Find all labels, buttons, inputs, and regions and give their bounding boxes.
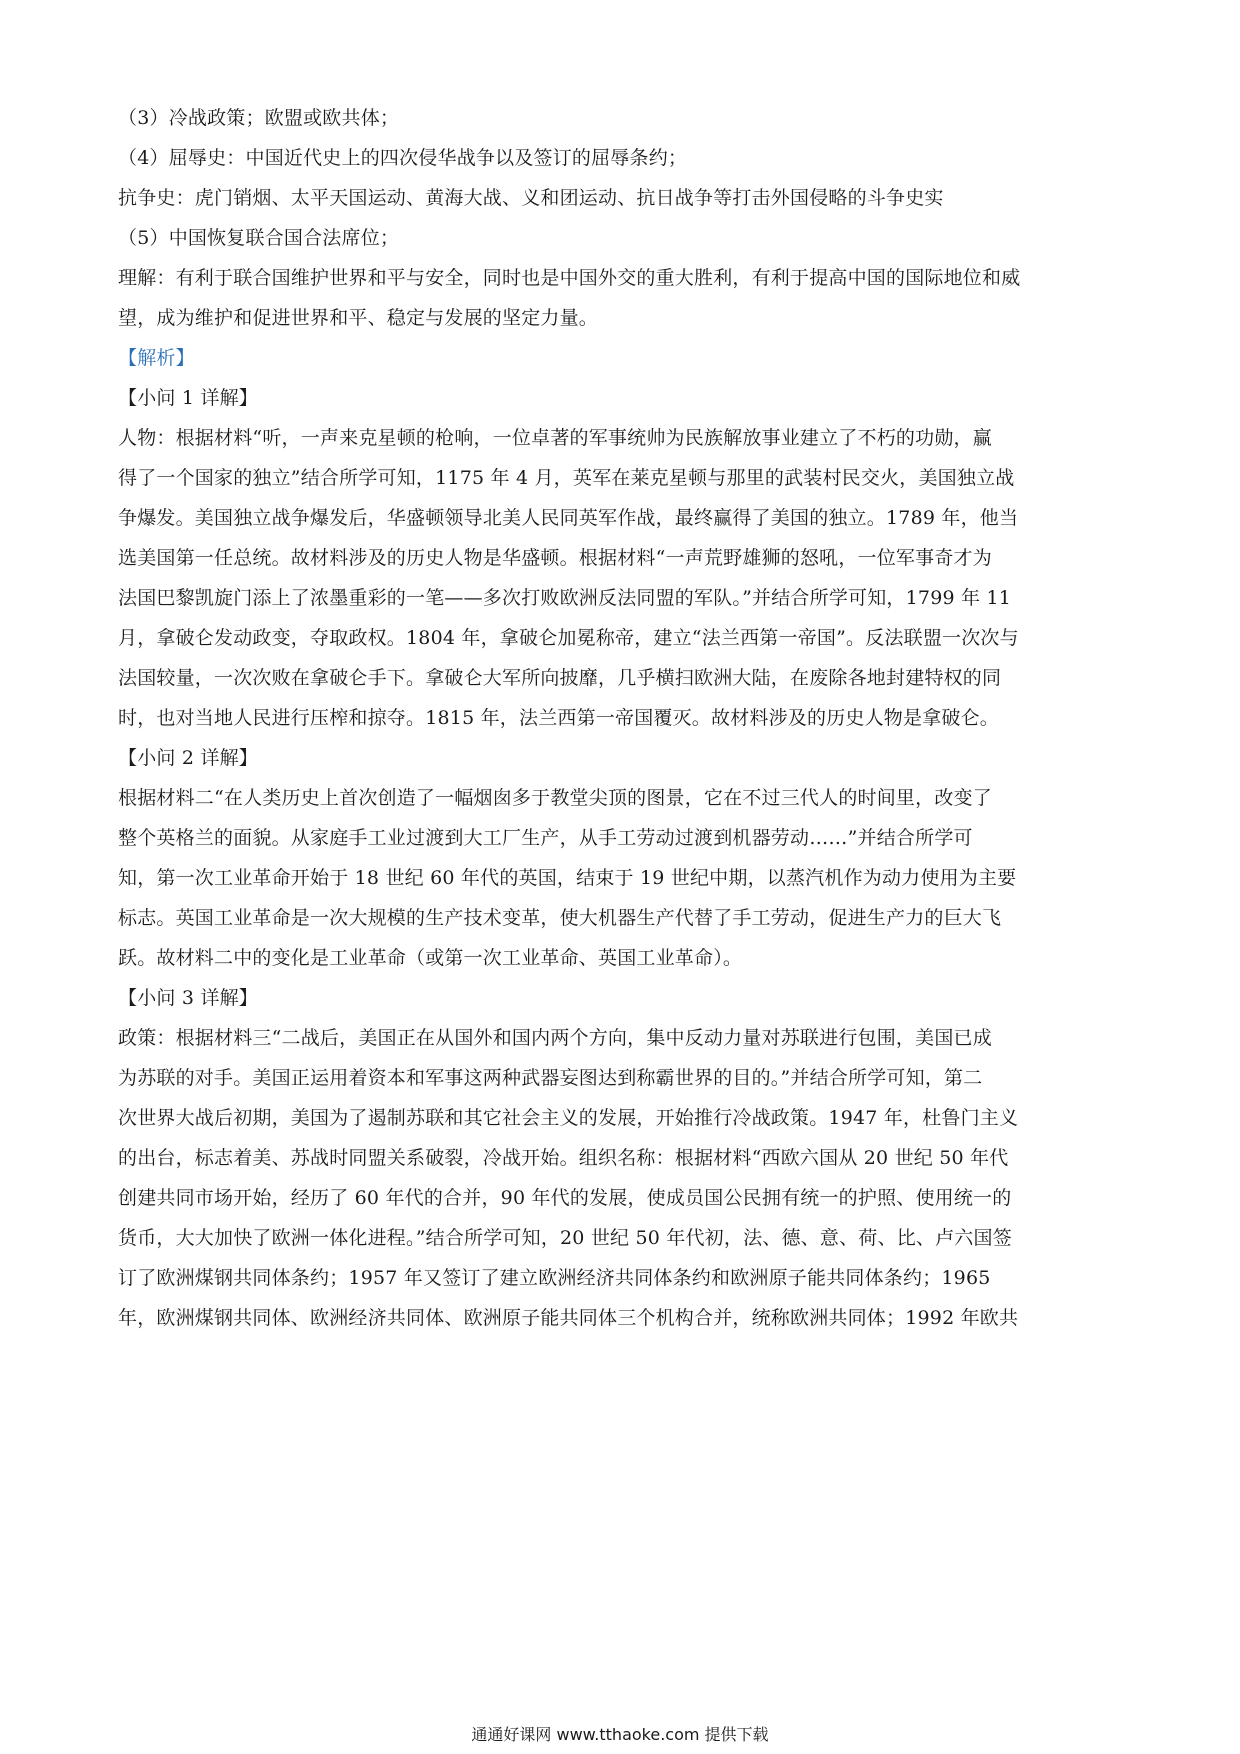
q2-heading: 【小问 2 详解】 — [118, 747, 258, 769]
q3-paragraph-line: 订了欧洲煤钢共同体条约；1957 年又签订了建立欧洲经济共同体条约和欧洲原子能共同体条约；1965 — [118, 1267, 991, 1289]
q3-paragraph-line: 年，欧洲煤钢共同体、欧洲经济共同体、欧洲原子能共同体三个机构合并，统称欧洲共同体；1992 年欧共 — [118, 1307, 1019, 1329]
q1-paragraph-line: 法国巴黎凯旋门添上了浓墨重彩的一笔——多次打败欧洲反法同盟的军队。”并结合所学可知，1799 年 11 — [118, 587, 1012, 609]
q3-paragraph-line: 的出台，标志着美、苏战时同盟关系破裂，冷战开始。组织名称：根据材料“西欧六国从 20 世纪 50 年代 — [118, 1147, 1009, 1169]
q2-paragraph-line: 整个英格兰的面貌。从家庭手工业过渡到大工厂生产，从手工劳动过渡到机器劳动……”并结合所学可 — [118, 827, 973, 849]
q1-heading: 【小问 1 详解】 — [118, 387, 258, 409]
answer-line: （5）中国恢复联合国合法席位； — [118, 227, 400, 249]
answer-line: 望，成为维护和促进世界和平、稳定与发展的坚定力量。 — [118, 307, 599, 329]
q1-paragraph-line: 月，拿破仑发动政变，夺取政权。1804 年，拿破仑加冕称帝，建立“法兰西第一帝国”。反法联盟一次次与 — [118, 627, 1019, 649]
q3-paragraph-line: 次世界大战后初期，美国为了遏制苏联和其它社会主义的发展，开始推行冷战政策。1947 年，杜鲁门主义 — [118, 1107, 1019, 1129]
answer-line: 理解：有利于联合国维护世界和平与安全，同时也是中国外交的重大胜利，有利于提高中国的国际地位和威 — [118, 267, 1021, 289]
answer-line: （4）屈辱史：中国近代史上的四次侵华战争以及签订的屈辱条约； — [118, 147, 688, 169]
q1-paragraph-line: 选美国第一任总统。故材料涉及的历史人物是华盛顿。根据材料“一声荒野雄狮的怒吼，一位军事奇才为 — [118, 547, 992, 569]
q3-heading: 【小问 3 详解】 — [118, 987, 258, 1009]
q3-paragraph-line: 创建共同市场开始，经历了 60 年代的合并，90 年代的发展，使成员国公民拥有统一的护照、使用统一的 — [118, 1187, 1012, 1209]
q2-paragraph-line: 跃。故材料二中的变化是工业革命（或第一次工业革命、英国工业革命）。 — [118, 947, 743, 969]
q3-paragraph-line: 为苏联的对手。美国正运用着资本和军事这两种武器妄图达到称霸世界的目的。”并结合所学可知，第二 — [118, 1067, 983, 1089]
analysis-label: 【解析】 — [118, 347, 195, 369]
q1-paragraph-line: 人物：根据材料“听，一声来克星顿的枪响，一位卓著的军事统帅为民族解放事业建立了不朽的功勋，赢 — [118, 427, 992, 449]
q2-paragraph-line: 标志。英国工业革命是一次大规模的生产技术变革，使大机器生产代替了手工劳动，促进生产力的巨大飞 — [118, 907, 1002, 929]
document-body — [118, 98, 1128, 1338]
q3-paragraph-line: 政策：根据材料三“二战后，美国正在从国外和国内两个方向，集中反动力量对苏联进行包围，美国已成 — [118, 1027, 992, 1049]
answer-line: （3）冷战政策；欧盟或欧共体； — [118, 107, 400, 129]
page-footer: 通通好课网 www.tthaoke.com 提供下载 — [471, 1725, 769, 1744]
q1-paragraph-line: 法国较量，一次次败在拿破仑手下。拿破仑大军所向披靡，几乎横扫欧洲大陆，在废除各地封建特权的同 — [118, 667, 1002, 689]
q1-paragraph-line: 得了一个国家的独立”结合所学可知，1175 年 4 月，英军在莱克星顿与那里的武装村民交火，美国独立战 — [118, 467, 1015, 489]
q3-paragraph-line: 货币，大大加快了欧洲一体化进程。”结合所学可知，20 世纪 50 年代初，法、德、意、荷、比、卢六国签 — [118, 1227, 1012, 1249]
q1-paragraph-line: 争爆发。美国独立战争爆发后，华盛顿领导北美人民同英军作战，最终赢得了美国的独立。1789 年，他当 — [118, 507, 1019, 529]
q1-paragraph-line: 时，也对当地人民进行压榨和掠夺。1815 年，法兰西第一帝国覆灭。故材料涉及的历史人物是拿破仑。 — [118, 707, 999, 729]
q2-paragraph-line: 知，第一次工业革命开始于 18 世纪 60 年代的英国，结束于 19 世纪中期，以蒸汽机作为动力使用为主要 — [118, 867, 1017, 889]
answer-line: 抗争史：虎门销烟、太平天国运动、黄海大战、义和团运动、抗日战争等打击外国侵略的斗争史实 — [118, 187, 944, 209]
q2-paragraph-line: 根据材料二“在人类历史上首次创造了一幅烟囱多于教堂尖顶的图景，它在不过三代人的时间里，改变了 — [118, 787, 992, 809]
